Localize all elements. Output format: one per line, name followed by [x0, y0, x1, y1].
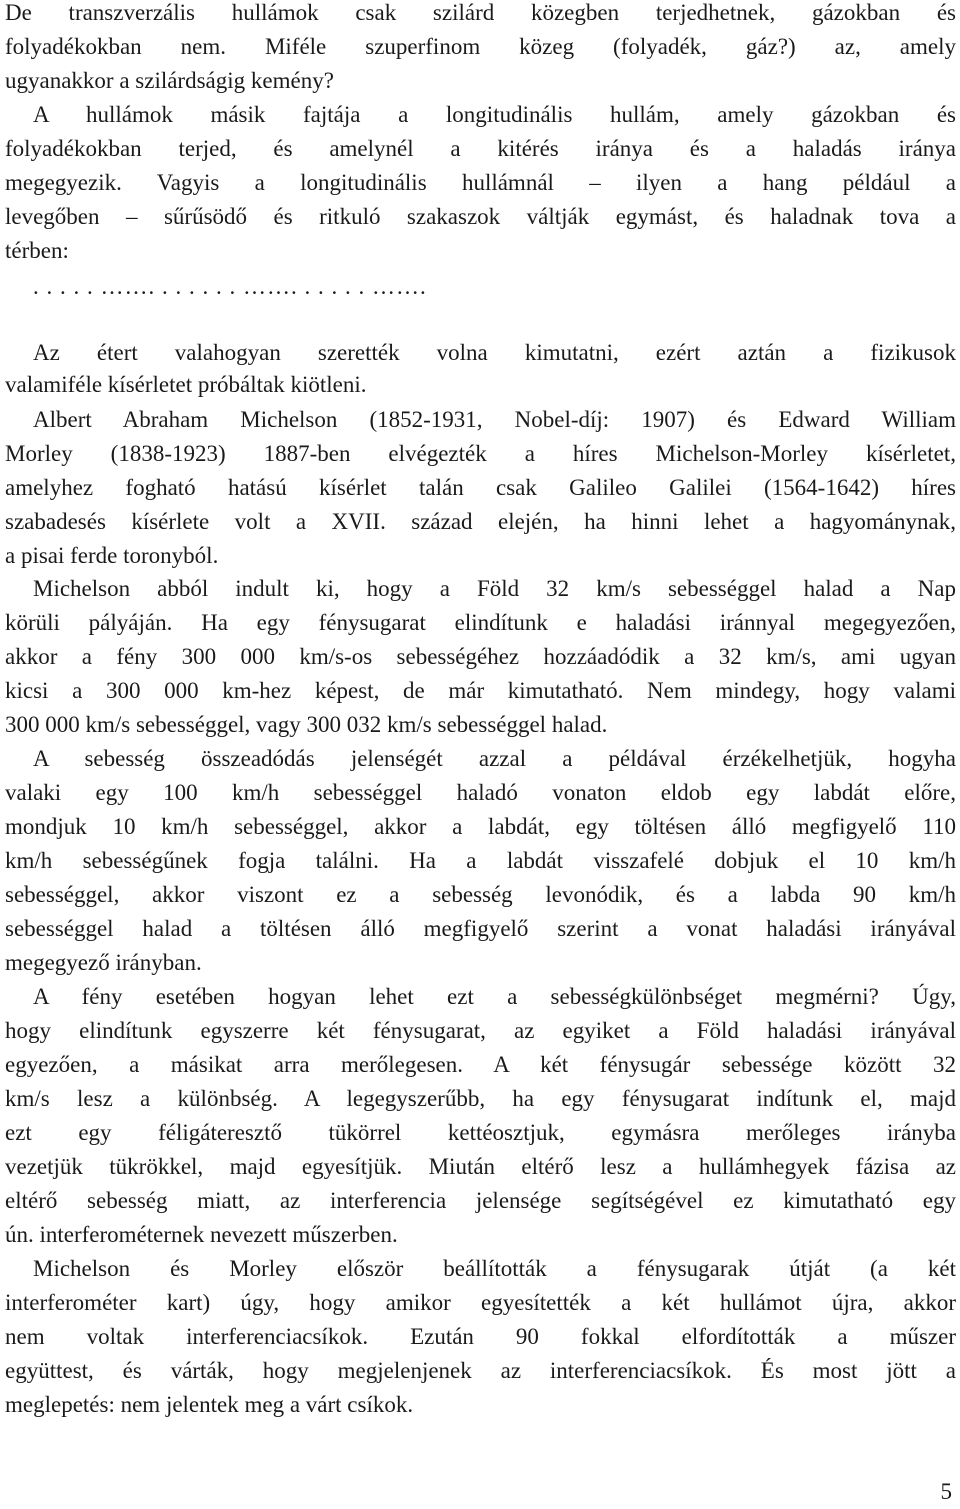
- text-line: együttest, és várták, hogy megjelenjenek az interferenciacsíkok. És most jött a: [5, 1358, 956, 1383]
- text-line: eltérő sebesség miatt, az interferencia jelensége segítségével ez kimutatható egy: [5, 1188, 956, 1213]
- text-line: folyadékokban terjed, és amelynél a kitérés iránya és a haladás iránya: [5, 136, 956, 161]
- text-line: A fény esetében hogyan lehet ezt a sebességkülönbséget megmérni? Úgy,: [33, 984, 956, 1009]
- text-line: egyezően, a másikat arra merőlegesen. A két fénysugár sebessége között 32: [5, 1052, 956, 1077]
- text-line: folyadékokban nem. Miféle szuperfinom közeg (folyadék, gáz?) az, amely: [5, 34, 956, 59]
- text-line: De transzverzális hullámok csak szilárd közegben terjedhetnek, gázokban és: [5, 0, 956, 25]
- text-line: sebességgel, akkor viszont ez a sebesség levonódik, és a labda 90 km/h: [5, 882, 956, 907]
- text-line: szabadesés kísérlete volt a XVII. század elején, ha hinni lehet a hagyománynak,: [5, 509, 956, 534]
- text-line: km/s lesz a különbség. A legegyszerűbb, ha egy fénysugarat indítunk el, majd: [5, 1086, 956, 1111]
- text-line: körüli pályáján. Ha egy fénysugarat elindítunk e haladási iránnyal megegyezően,: [5, 610, 956, 635]
- dotted-wave-illustration: . . . . . ……. . . . . . . ……. . . . . . …….: [33, 274, 427, 299]
- text-line: valamiféle kísérletet próbáltak kiötleni.: [5, 372, 367, 397]
- text-line: km/h sebességűnek fogja találni. Ha a labdát visszafelé dobjuk el 10 km/h: [5, 848, 956, 873]
- text-line: vezetjük tükrökkel, majd egyesítjük. Miután eltérő lesz a hullámhegyek fázisa az: [5, 1154, 956, 1179]
- text-line: interferométer kart) úgy, hogy amikor egyesítették a két hullámot újra, akkor: [5, 1290, 956, 1315]
- text-line: megegyező irányban.: [5, 950, 202, 975]
- text-line: A sebesség összeadódás jelenségét azzal a példával érzékelhetjük, hogyha: [33, 746, 956, 771]
- text-line: a pisai ferde toronyból.: [5, 543, 219, 568]
- text-line: Michelson és Morley először beállították a fénysugarak útját (a két: [33, 1256, 956, 1281]
- text-line: A hullámok másik fajtája a longitudinális hullám, amely gázokban és: [33, 102, 956, 127]
- text-line: valaki egy 100 km/h sebességgel haladó vonaton eldob egy labdát előre,: [5, 780, 956, 805]
- text-line: levegőben – sűrűsödő és ritkuló szakaszok váltják egymást, és haladnak tova a: [5, 204, 956, 229]
- text-line: ugyanakkor a szilárdságig kemény?: [5, 68, 334, 93]
- text-line: térben:: [5, 238, 69, 263]
- text-line: megegyezik. Vagyis a longitudinális hullámnál – ilyen a hang például a: [5, 170, 956, 195]
- text-line: nem voltak interferenciacsíkok. Ezután 90 fokkal elfordították a műszer: [5, 1324, 956, 1349]
- text-line: sebességgel halad a töltésen álló megfigyelő szerint a vonat haladási irányával: [5, 916, 956, 941]
- text-line: Michelson abból indult ki, hogy a Föld 32 km/s sebességgel halad a Nap: [33, 576, 956, 601]
- text-line: Morley (1838-1923) 1887-ben elvégezték a híres Michelson-Morley kísérletet,: [5, 441, 956, 466]
- text-line: Albert Abraham Michelson (1852-1931, Nobel-díj: 1907) és Edward William: [33, 407, 956, 432]
- text-line: hogy elindítunk egyszerre két fénysugarat, az egyiket a Föld haladási irányával: [5, 1018, 956, 1043]
- text-line: meglepetés: nem jelentek meg a várt csíkok.: [5, 1392, 414, 1417]
- text-line: ún. interferométernek nevezett műszerben.: [5, 1222, 398, 1247]
- text-line: Az étert valahogyan szerették volna kimutatni, ezért aztán a fizikusok: [33, 340, 956, 365]
- page-number: 5: [940, 1479, 952, 1504]
- text-line: mondjuk 10 km/h sebességgel, akkor a labdát, egy töltésen álló megfigyelő 110: [5, 814, 956, 839]
- text-line: kicsi a 300 000 km-hez képest, de már kimutatható. Nem mindegy, hogy valami: [5, 678, 956, 703]
- text-line: akkor a fény 300 000 km/s-os sebességéhez hozzáadódik a 32 km/s, ami ugyan: [5, 644, 956, 669]
- text-line: amelyhez fogható hatású kísérlet talán csak Galileo Galilei (1564-1642) híres: [5, 475, 956, 500]
- text-line: 300 000 km/s sebességgel, vagy 300 032 km/s sebességgel halad.: [5, 712, 608, 737]
- text-line: ezt egy féligáteresztő tükörrel kettéosztjuk, egymásra merőleges irányba: [5, 1120, 956, 1145]
